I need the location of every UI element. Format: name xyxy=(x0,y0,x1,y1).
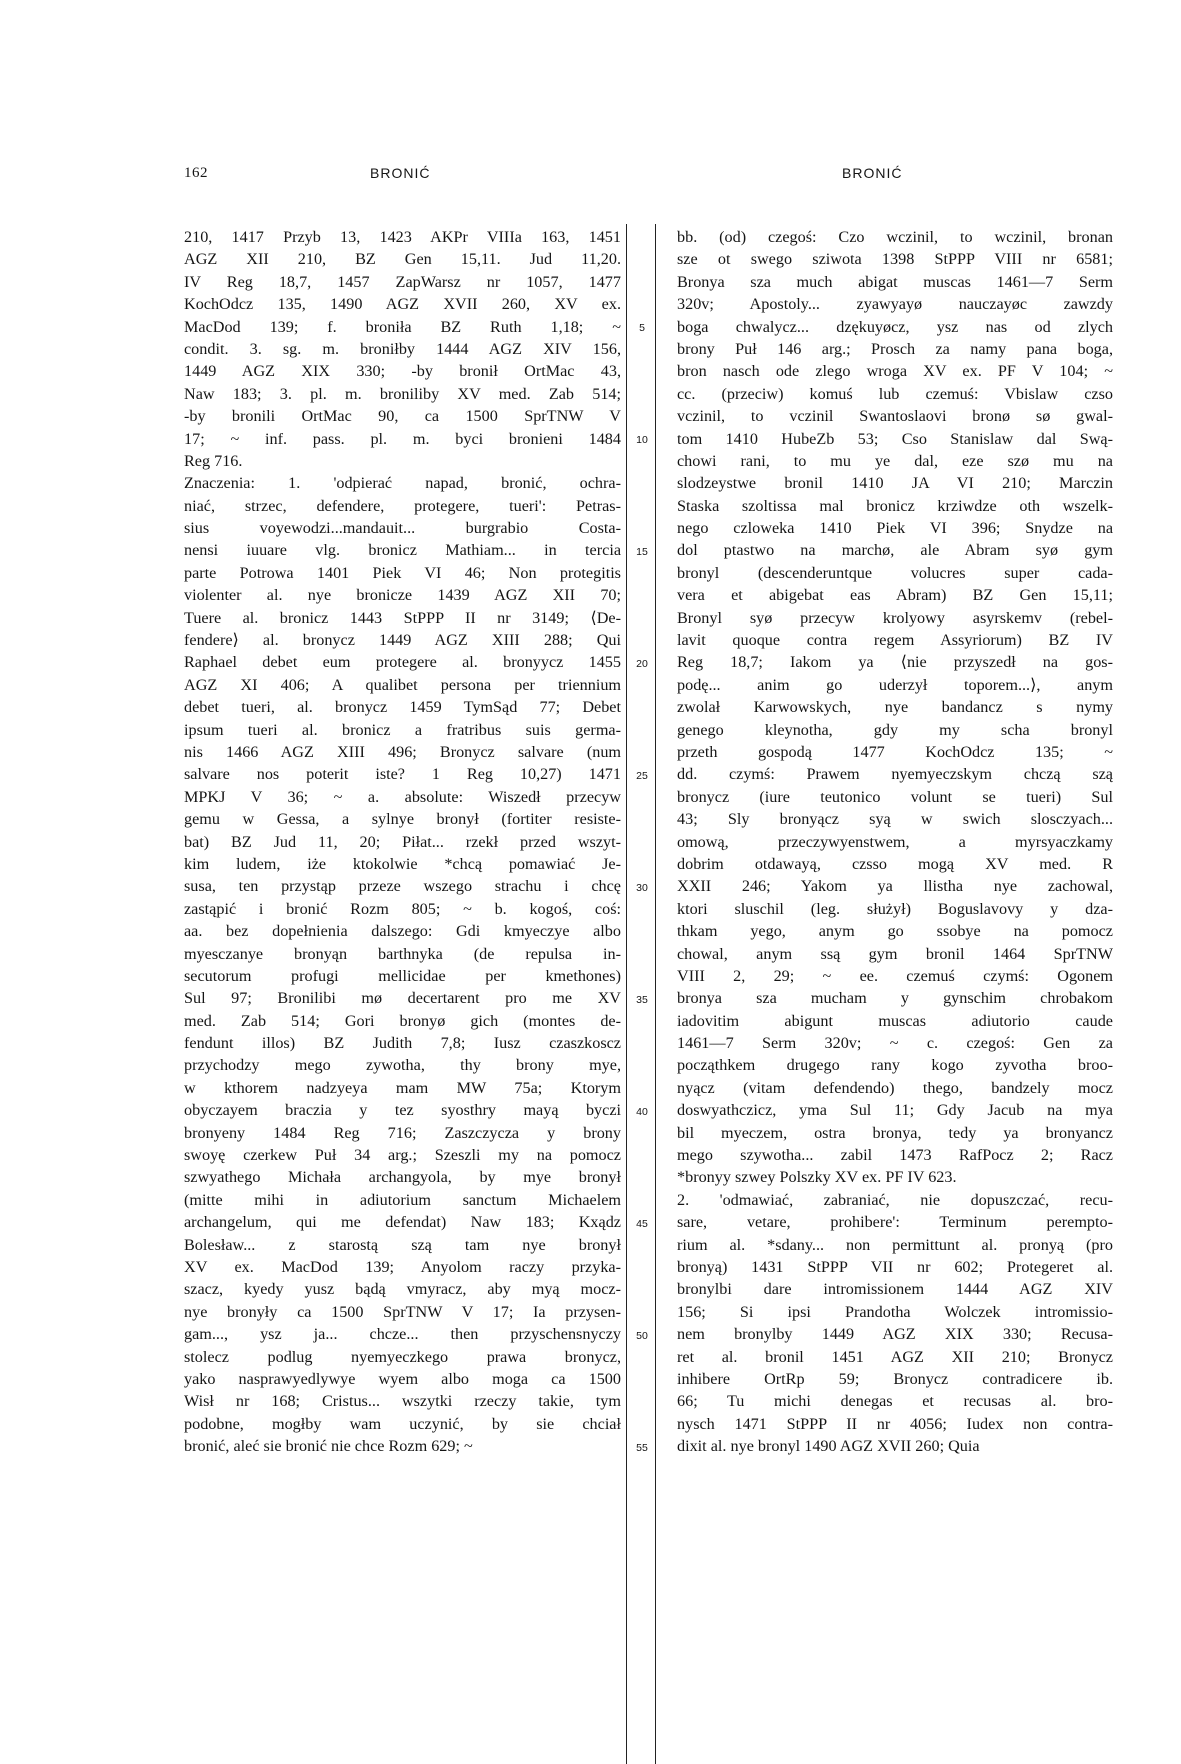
text-line: nis 1466 AGZ XIII 496; Bronycz salvare (num xyxy=(184,742,621,761)
line-number: 20 xyxy=(636,657,648,670)
text-line: MPKJ V 36; ~ a. absolute: Wiszedł przecyw xyxy=(184,787,621,806)
line-number: 50 xyxy=(636,1329,648,1342)
text-line: bat) BZ Jud 11, 20; Piłat... rzekł przed wszyt- xyxy=(184,832,621,851)
text-line: podobne, mogłby wam uczynić, by sie chciał xyxy=(184,1414,621,1433)
text-line: Staska szoltissa mal bronicz krziwdze oth wszelk- xyxy=(677,496,1113,515)
text-line: ret al. bronil 1451 AGZ XII 210; Bronycz xyxy=(677,1347,1113,1366)
text-line: Reg 18,7; Iakom ya ⟨nie przyszedł na gos- xyxy=(677,653,1113,672)
text-line: nensi iuuare vlg. bronicz Mathiam... in tercia xyxy=(184,541,621,560)
text-line: (mitte mihi in adiutorium sanctum Michaelem xyxy=(184,1190,621,1209)
text-line: 320v; Apostoly... zyawyayø nauczayøc zawzdy xyxy=(677,295,1113,314)
text-line: bronya sza mucham y gynschim chrobakom xyxy=(677,989,1113,1008)
text-line: violenter al. nye bronicze 1439 AGZ XII 70; xyxy=(184,586,621,605)
text-line: bronyl (descenderuntque volucres super cada- xyxy=(677,563,1113,582)
text-line: archangelum, qui me defendat) Naw 183; Kxądz xyxy=(184,1213,621,1232)
text-line: ktori sluschil (leg. służył) Boguslavovy y dza- xyxy=(677,899,1113,918)
text-line: AGZ XII 210, BZ Gen 15,11. Jud 11,20. xyxy=(184,250,621,269)
text-line: yako nasprawyedlywye wyem albo moga ca 1500 xyxy=(184,1369,621,1388)
text-line: inhibere OrtRp 59; Bronycz contradicere ib. xyxy=(677,1369,1113,1388)
text-line: mego szywotha... zabil 1473 RafPocz 2; Racz xyxy=(677,1146,1113,1165)
text-line: fendere⟩ al. bronycz 1449 AGZ XIII 288; Qui xyxy=(184,631,621,650)
text-line: doswyathczicz, yma Sul 11; Gdy Jacub na mya xyxy=(677,1101,1113,1120)
text-line: bronyą) 1431 StPPP VII nr 602; Protegeret al. xyxy=(677,1257,1113,1276)
text-line: XV ex. MacDod 139; Anyolom raczy przyka- xyxy=(184,1257,621,1276)
text-line: iadovitim abigunt muscas adiutorio caude xyxy=(677,1011,1113,1030)
text-line: IV Reg 18,7, 1457 ZapWarsz nr 1057, 1477 xyxy=(184,272,621,291)
text-line: szwyathego Michała archangyola, by mye bronył xyxy=(184,1168,621,1187)
text-line: szacz, kyedy yusz bądą vmyracz, aby myą mocz- xyxy=(184,1280,621,1299)
right-column xyxy=(677,226,1113,1457)
text-line: parte Potrowa 1401 Piek VI 46; Non protegitis xyxy=(184,563,621,582)
text-line: obyczayem braczia y tez syosthry mayą byczi xyxy=(184,1101,621,1120)
text-line: Tuere al. bronicz 1443 StPPP II nr 3149; ⟨De- xyxy=(184,608,621,627)
text-line: Znaczenia: 1. 'odpierać napad, bronić, ochra- xyxy=(184,474,621,493)
text-line: Reg 716. xyxy=(184,451,243,470)
text-line: susa, ten przystąp przeze wszego strachu i chcę xyxy=(184,877,621,896)
text-line: *bronyy szwey Polszky XV ex. PF IV 623. xyxy=(677,1168,957,1187)
text-line: Wisł nr 168; Cristus... wszytki rzeczy takie, tym xyxy=(184,1392,621,1411)
text-line: 2. 'odmawiać, zabraniać, nie dopuszczać, recu- xyxy=(677,1190,1113,1209)
text-line: brony Puł 146 arg.; Prosch za namy pana boga, xyxy=(677,339,1113,358)
line-number: 40 xyxy=(636,1105,648,1118)
text-line: stolecz podlug nyemyeczkego prawa bronycz, xyxy=(184,1347,621,1366)
text-line: XXII 246; Yakom ya llistha nye zachowal, xyxy=(677,877,1113,896)
text-line: 66; Tu michi denegas et recusas al. bro- xyxy=(677,1392,1113,1411)
text-line: dd. czymś: Prawem nyemyeczskym chczą szą xyxy=(677,765,1113,784)
text-line: tom 1410 HubeZb 53; Cso Stanislaw dal Swą- xyxy=(677,429,1113,448)
text-line: AGZ XI 406; A qualibet persona per triennium xyxy=(184,675,621,694)
text-line: aa. bez dopełnienia dalszego: Gdi kmyeczye albo xyxy=(184,922,621,941)
column-rule-left xyxy=(626,224,627,1764)
text-line: MacDod 139; f. broniła BZ Ruth 1,18; ~ xyxy=(184,317,621,336)
text-line: bronylbi dare intromissionem 1444 AGZ XIV xyxy=(677,1280,1113,1299)
line-number: 30 xyxy=(636,881,648,894)
text-line: Bolesław... z starostą szą tam nye bronył xyxy=(184,1235,621,1254)
text-line: thkam yego, anym go ssobye na pomocz xyxy=(677,922,1113,941)
text-line: 1461—7 Serm 320v; ~ c. czegoś: Gen za xyxy=(677,1034,1113,1053)
line-number: 35 xyxy=(636,993,648,1006)
text-line: począthkem drugego rany kogo zyvotha broo- xyxy=(677,1056,1113,1075)
text-line: dol ptastwo na marchø, ale Abram syø gym xyxy=(677,541,1113,560)
text-line: 43; Sly bronyącz syą w swich slosczyach... xyxy=(677,810,1113,829)
text-line: Raphael debet eum protegere al. bronyycz 1455 xyxy=(184,653,621,672)
line-number: 10 xyxy=(636,433,648,446)
text-line: swoyę czerkew Puł 34 arg.; Szeszli my na pomocz xyxy=(184,1146,621,1165)
line-number: 5 xyxy=(639,321,645,334)
text-line: bronyeny 1484 Reg 716; Zaszczycza y brony xyxy=(184,1123,621,1142)
text-line: gam..., ysz ja... chcze... then przyschensnyczy xyxy=(184,1325,621,1344)
text-line: niać, strzec, defendere, protegere, tueri': Petras- xyxy=(184,496,621,515)
text-line: vczinil, to vczinil Swantoslaovi bronø sø gwal- xyxy=(677,407,1113,426)
text-line: genego kleynotha, gdy my scha bronyl xyxy=(677,720,1113,739)
text-line: KochOdcz 135, 1490 AGZ XVII 260, XV ex. xyxy=(184,295,621,314)
text-line: przychodzy mego zywotha, thy brony mye, xyxy=(184,1056,621,1075)
text-line: boga chwalycz... dzękuyøcz, ysz nas od zlych xyxy=(677,317,1113,336)
text-line: Naw 183; 3. pl. m. broniliby XV med. Zab 514; xyxy=(184,384,621,403)
text-line: chowi rani, to mu ye dal, eze szø mu na xyxy=(677,451,1113,470)
text-line: VIII 2, 29; ~ ee. czemuś czymś: Ogonem xyxy=(677,966,1113,985)
text-line: bronycz (iure teutonico volunt se tueri) Sul xyxy=(677,787,1113,806)
text-line: 1449 AGZ XIX 330; -by bronił OrtMac 43, xyxy=(184,362,621,381)
text-line: dixit al. nye bronyl 1490 AGZ XVII 260; Quia xyxy=(677,1437,980,1456)
text-line: lavit quoque contra regem Assyriorum) BZ IV xyxy=(677,631,1113,650)
text-line: nysch 1471 StPPP II nr 4056; Iudex non contra- xyxy=(677,1414,1113,1433)
text-line: bronić, aleć sie bronić nie chce Rozm 629; ~ xyxy=(184,1437,473,1456)
text-line: salvare nos poterit iste? 1 Reg 10,27) 1471 xyxy=(184,765,621,784)
running-head-left: BRONIĆ xyxy=(370,165,431,181)
text-line: sius voyewodzi...mandauit... burgrabio Costa- xyxy=(184,519,621,538)
text-line: slodzeystwe bronil 1410 JA VI 210; Marczin xyxy=(677,474,1113,493)
text-line: gemu w Gessa, a sylnye bronył (fortiter resiste- xyxy=(184,810,621,829)
text-line: sze ot swego sziwota 1398 StPPP VIII nr 6581; xyxy=(677,250,1113,269)
text-line: dobrim otdawayą, czsso mogą XV med. R xyxy=(677,854,1113,873)
text-line: sare, vetare, prohibere': Terminum perempto- xyxy=(677,1213,1113,1232)
text-line: 210, 1417 Przyb 13, 1423 AKPr VIIIa 163, 1451 xyxy=(184,228,621,246)
text-line: Bronya sza much abigat muscas 1461—7 Serm xyxy=(677,272,1113,291)
text-line: nego czloweka 1410 Piek VI 396; Snydze na xyxy=(677,519,1113,538)
text-line: podę... anim go uderzył toporem...⟩, anym xyxy=(677,675,1113,694)
running-head-right: BRONIĆ xyxy=(842,165,903,181)
text-line: condit. 3. sg. m. broniłby 1444 AGZ XIV 156, xyxy=(184,339,621,358)
text-line: Bronyl syø przecyw krolyowy asyrskemv (rebel- xyxy=(677,608,1113,627)
text-line: w kthorem nadzyeya mam MW 75a; Ktorym xyxy=(184,1078,621,1097)
text-line: secutorum profugi mellicidae per kmethones) xyxy=(184,966,621,985)
text-line: rium al. *sdany... non permittunt al. pronyą (pro xyxy=(677,1235,1113,1254)
text-line: ipsum tueri al. bronicz a fratribus suis germa- xyxy=(184,720,621,739)
text-line: zastąpić i bronić Rozm 805; ~ b. kogoś, coś: xyxy=(184,899,621,918)
text-line: omową, przeczywyenstwem, a myrsyaczkamy xyxy=(677,832,1113,851)
text-line: fendunt illos) BZ Judith 7,8; Iusz czaszkoscz xyxy=(184,1034,621,1053)
column-rule-right xyxy=(655,224,656,1764)
left-column xyxy=(184,226,621,1457)
text-line: med. Zab 514; Gori bronyø gich (montes de- xyxy=(184,1011,621,1030)
text-line: nyącz (vitam defendendo) thego, bandzely mocz xyxy=(677,1078,1113,1097)
text-line: debet tueri, al. bronycz 1459 TymSąd 77; Debet xyxy=(184,698,621,717)
text-line: cc. (przeciw) komuś lub czemuś: Vbislaw czso xyxy=(677,384,1113,403)
text-line: bron nasch ode zlego wroga XV ex. PF V 104; ~ xyxy=(677,362,1113,381)
page-number: 162 xyxy=(184,165,208,181)
text-line: przeth gospodą 1477 KochOdcz 135; ~ xyxy=(677,742,1113,761)
text-line: vera et abigebat eas Abram) BZ Gen 15,11; xyxy=(677,586,1113,605)
text-line: bil myeczem, ostra bronya, tedy ya bronyancz xyxy=(677,1123,1113,1142)
text-line: kim ludem, iże ktokolwie *chcą pomawiać Je- xyxy=(184,854,621,873)
text-line: zwolał Karwowskych, nye bandancz s nymy xyxy=(677,698,1113,717)
text-line: 17; ~ inf. pass. pl. m. byci bronieni 1484 xyxy=(184,429,621,448)
text-line: myesczanye bronyąn barthnyka (de repulsa in- xyxy=(184,944,621,963)
text-line: nye bronyły ca 1500 SprTNW V 17; Ia przysen- xyxy=(184,1302,621,1321)
text-line: -by bronili OrtMac 90, ca 1500 SprTNW V xyxy=(184,407,621,426)
text-line: 156; Si ipsi Prandotha Wolczek intromissio- xyxy=(677,1302,1113,1321)
line-number: 15 xyxy=(636,545,648,558)
line-number: 25 xyxy=(636,769,648,782)
line-number: 45 xyxy=(636,1217,648,1230)
text-line: nem bronylby 1449 AGZ XIX 330; Recusa- xyxy=(677,1325,1113,1344)
text-line: chowal, anym ssą gym bronil 1464 SprTNW xyxy=(677,944,1113,963)
text-line: Sul 97; Bronilibi mø decertarent pro me XV xyxy=(184,989,621,1008)
line-number: 55 xyxy=(636,1441,648,1454)
text-line: bb. (od) czegoś: Czo wczinil, to wczinil, bronan xyxy=(677,228,1113,246)
